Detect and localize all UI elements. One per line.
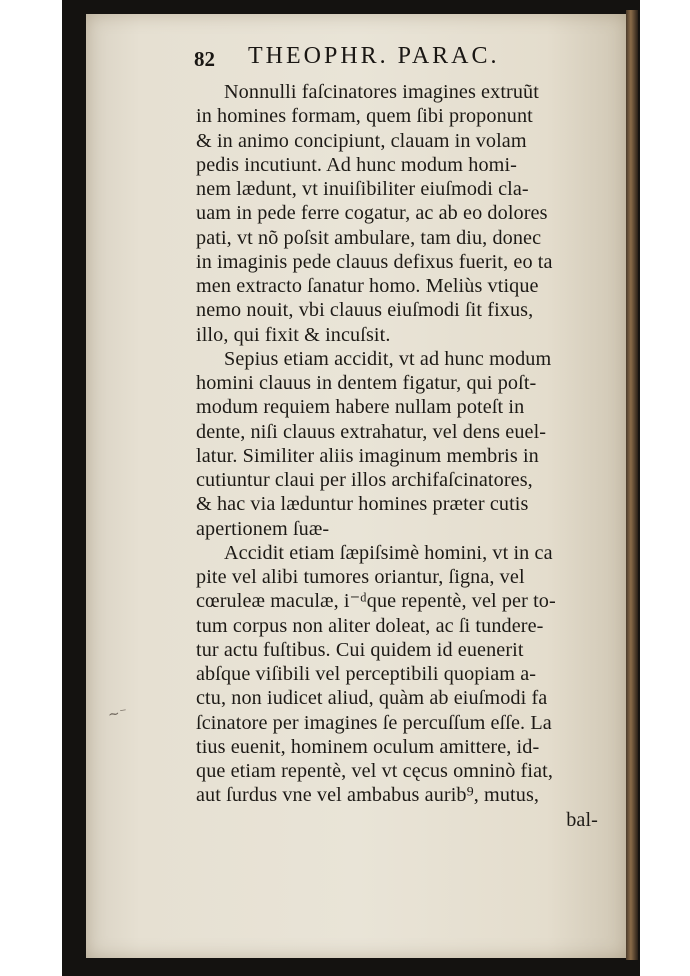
text-line: cutiuntur claui per illos archifaſcinatores,: [196, 469, 533, 491]
text-line: uam in pede ferre cogatur, ac ab eo dolores: [196, 202, 548, 225]
text-line: modum requiem habere nullam poteſt in: [196, 396, 525, 419]
text-line: Nonnulli faſcinatores imagines extruũt: [224, 81, 539, 103]
text-line: que etiam repentè, vel vt cęcus omninò fiat,: [196, 760, 553, 782]
text-line: homini clauus in dentem figatur, qui poſt-: [196, 372, 537, 394]
text-line: aut ſurdus vne vel ambabus aurib⁹, mutus,: [196, 784, 540, 807]
catchword: bal-: [566, 808, 598, 831]
page-number: 82: [194, 47, 215, 71]
text-line: in homines formam, quem ſibi proponunt: [196, 105, 533, 128]
text-line: cœruleæ maculæ, i⁻ᵈque repentè, vel per to-: [196, 590, 556, 613]
text-line: pati, vt nõ poſsit ambulare, tam diu, donec: [196, 226, 542, 249]
text-line: Sepius etiam accidit, vt ad hunc modum: [224, 347, 552, 370]
text-line: tum corpus non aliter doleat, ac ſi tundere-: [196, 614, 544, 637]
body-text: [196, 80, 606, 832]
text-line: nemo nouit, vbi clauus eiuſmodi ſit fixus,: [196, 299, 534, 322]
text-line: nem lædunt, vt inuiſibiliter eiuſmodi cla-: [196, 178, 529, 200]
text-line: apertionem ſuæ-: [196, 517, 330, 540]
running-head: THEOPHR. PARAC.: [248, 43, 500, 69]
text-line: pedis incutiunt. Ad hunc modum homi-: [196, 153, 517, 176]
margin-mark: ~⁻: [106, 704, 129, 724]
text-line: abſque viſibili vel perceptibili quopiam a-: [196, 663, 537, 685]
page-gutter: [626, 10, 638, 960]
text-line: & in animo concipiunt, clauam in volam: [196, 129, 527, 152]
page-header: [194, 43, 574, 77]
text-line: Accidit etiam ſæpiſsimè homini, vt in ca: [224, 541, 553, 564]
text-line: illo, qui fixit & incuſsit.: [196, 323, 391, 346]
text-line: ſcinatore per imagines ſe percuſſum eſſe. La: [196, 711, 552, 734]
text-line: in imaginis pede clauus defixus fuerit, eo ta: [196, 250, 553, 273]
text-line: latur. Similiter aliis imaginum membris in: [196, 444, 539, 467]
text-line: pite vel alibi tumores oriantur, ſigna, vel: [196, 566, 525, 588]
text-line: ctu, non iudicet aliud, quàm ab eiuſmodi fa: [196, 687, 548, 710]
text-line: & hac via læduntur homines præter cutis: [196, 493, 529, 516]
text-line: tur actu fuſtibus. Cui quidem id euenerit: [196, 638, 524, 661]
text-line: men extracto ſanatur homo. Meliùs vtique: [196, 275, 539, 297]
text-line: tius euenit, hominem oculum amittere, id-: [196, 735, 540, 758]
text-line: dente, niſi clauus extrahatur, vel dens euel-: [196, 420, 547, 443]
